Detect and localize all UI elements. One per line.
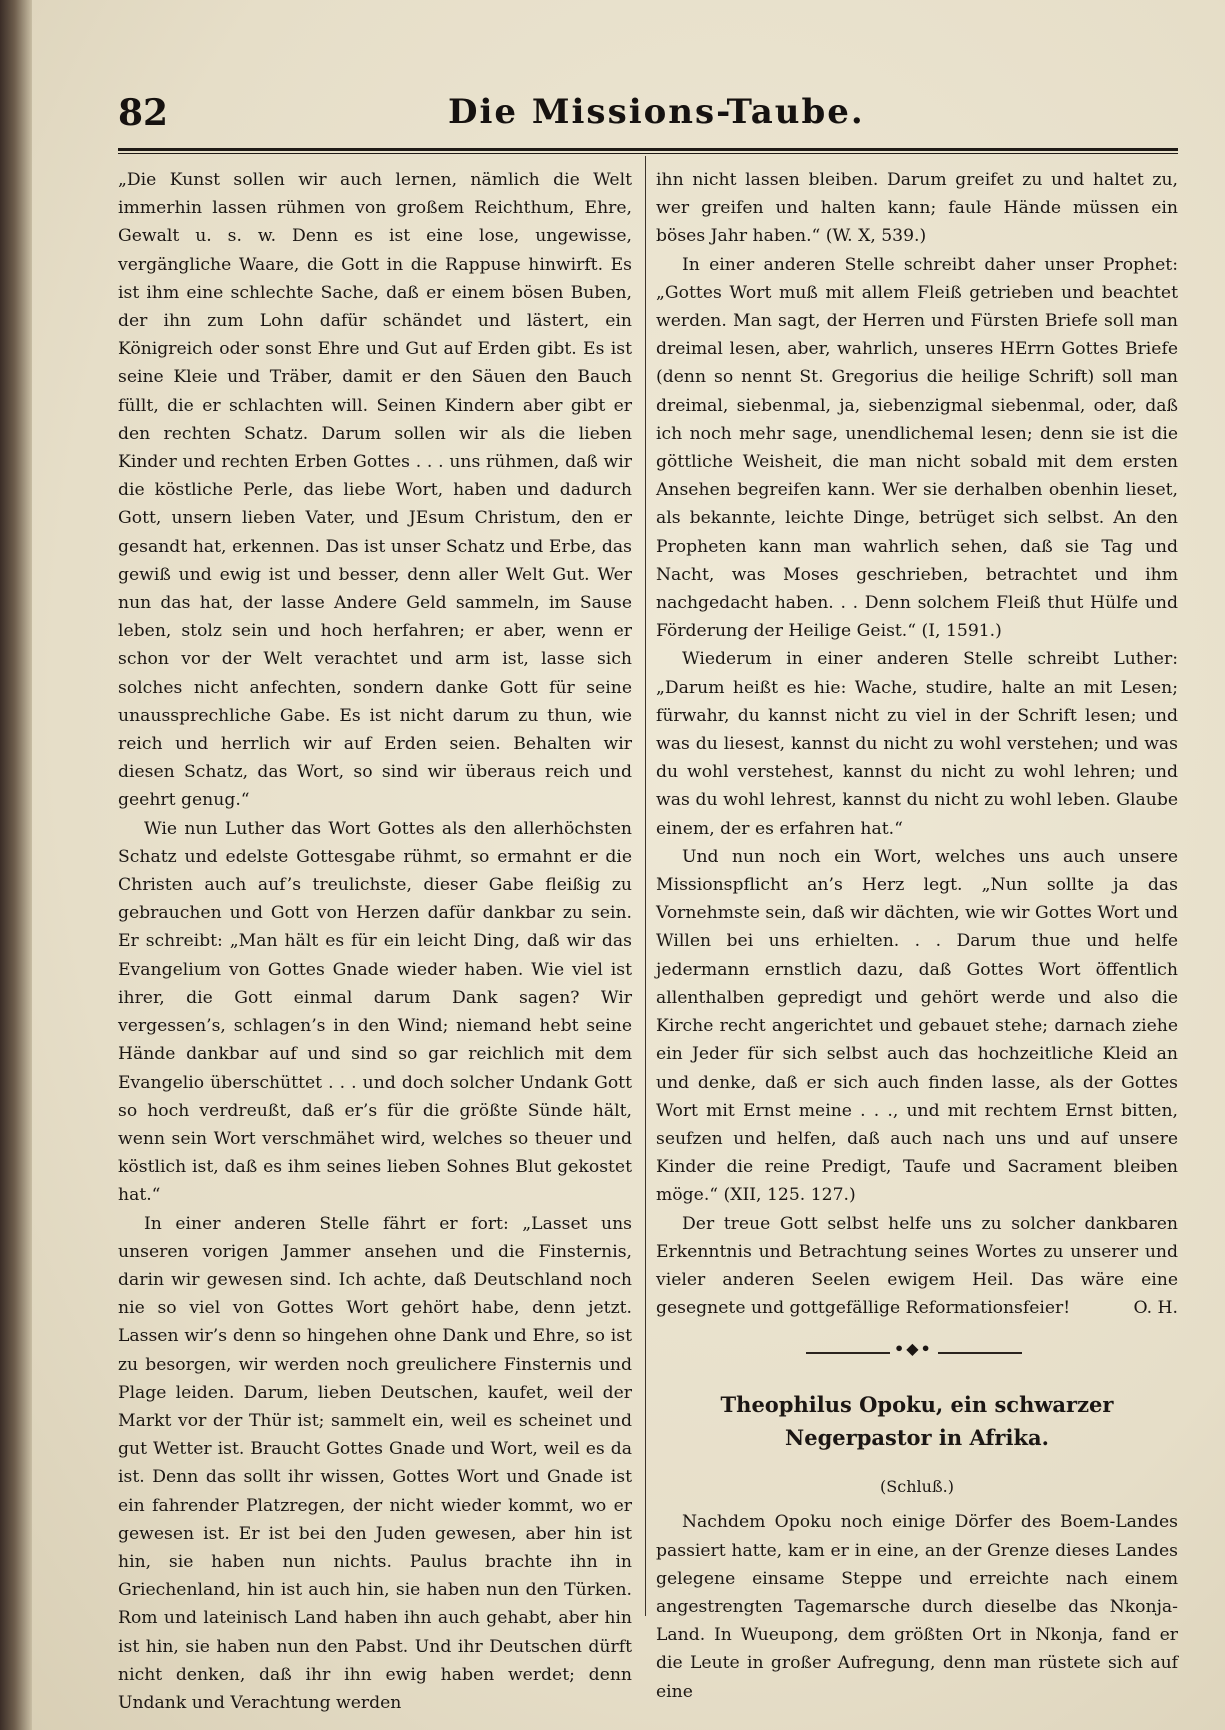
page-header bbox=[118, 92, 1118, 138]
column-divider bbox=[645, 156, 646, 1616]
header-rule bbox=[118, 148, 1178, 151]
paragraph: ihn nicht lassen bleiben. Darum greifet zu und haltet zu, wer greifen und halten kann; faule Hände müssen ein böses Jahr haben.“ (W. X, 539.) bbox=[656, 170, 1178, 247]
paragraph-text: Der treue Gott selbst helfe uns zu solcher dankbaren Erkenntnis und Betrachtung seines Wortes zu unserer und vieler anderen Seelen ewigem Heil. Das wäre eine gesegnete und gottgefällige Reformationsfeier! bbox=[656, 1213, 1178, 1319]
paragraph: Und nun noch ein Wort, welches uns auch unsere Missionspflicht an’s Herz legt. „Nun sollte ja das Vornehmste sein, daß wir dächten, wie wir Gottes Wort und Willen bei uns erhielten. . . Darum thue und helfe jedermann ernstlich dazu, daß Gottes Wort öffentlich allenthalben gepredigt und gehört werde und also die Kirche recht angerichtet und gebauet stehe; darnach ziehe ein Jeder für sich selbst auch das hochzeitliche Kleid an und denke, daß er sich auch finden lasse, als der Gottes Wort mit Ernst meine . . ., und mit rechtem Ernst bitten, seufzen und helfen, daß auch nach uns und auf unsere Kinder die reine Predigt, Taufe und Sacrament bleiben möge.“ (XII, 125. 127.) bbox=[656, 846, 1178, 1206]
header-rule-thin bbox=[118, 153, 1178, 154]
left-column bbox=[118, 166, 632, 1717]
ornament-dots: •◆• bbox=[894, 1339, 933, 1359]
article-subtitle: (Schluß.) bbox=[880, 1477, 954, 1497]
paragraph: Wie nun Luther das Wort Gottes als den allerhöchsten Schatz und edelste Gottesgabe rühmt, so ermahnt er die Christen auch auf’s treulichste, dieser Gabe fleißig zu gebrauchen und Gott von Herzen dafür dankbar zu sein. Er schreibt: „Man hält es für ein leicht Ding, daß wir das Evangelium von Gottes Gnade wieder haben. Wie viel ist ihrer, die Gott einmal darum Dank sagen? Wir vergessen’s, schlagen’s in den Wind; niemand hebt seine Hände dankbar auf und sind so gar reichlich mit dem Evangelio überschüttet . . . und doch solcher Undank Gott so hoch verdreußt, daß er’s für die größte Sünde hält, wenn sein Wort verschmähet wird, welches so theuer und köstlich ist, daß es ihm seines lieben Sohnes Blut gekostet hat.“ bbox=[118, 818, 632, 1206]
paragraph: In einer anderen Stelle schreibt daher unser Prophet: „Gottes Wort muß mit allem Fleiß getrieben und beachtet werden. Man sagt, der Herren und Fürsten Briefe soll man dreimal lesen, aber, wahrlich, unseres HErrn Gottes Briefe (denn so nennt St. Gregorius die heilige Schrift) soll man dreimal, siebenmal, ja, siebenzigmal siebenmal, oder, daß ich noch mehr sage, unendlichemal lesen; denn sie ist die göttliche Weisheit, die man nicht sobald mit dem ersten Ansehen begreifen kann. Wer sie derhalben obenhin lieset, als bekannte, leichte Dinge, betrüget sich selbst. An den Propheten kann man wahrlich sehen, daß sie Tag und Nacht, was Moses geschrieben, betrachtet und ihm nachgedacht haben. . . Denn solchem Fleiß thut Hülfe und Förderung der Heilige Geist.“ (I, 1591.) bbox=[656, 254, 1178, 642]
paragraph: Wiederum in einer anderen Stelle schreibt Luther: „Darum heißt es hie: Wache, studire, halte an mit Lesen; fürwahr, du kannst nicht zu viel in der Schrift lesen; und was du liesest, kannst du nicht zu wohl verstehen; und was du wohl verstehest, kannst du nicht zu wohl lehren; und was du wohl lehrest, kannst du nicht zu wohl leben. Glaube einem, der es erfahren hat.“ bbox=[656, 649, 1178, 839]
article-body: Nachdem Opoku noch einige Dörfer des Boem-Landes passiert hatte, kam er in eine, an der Grenze dieses Landes gelegene einsame Steppe und erreichte nach einem angestrengten Tagemarsche durch dieselbe das Nkonja-Land. In Wueupong, dem größten Ort in Nkonja, fand er die Leute in großer Aufregung, denn man rüstete sich auf eine bbox=[656, 1512, 1178, 1702]
page-number: 82 bbox=[118, 92, 169, 134]
right-column bbox=[656, 166, 1178, 1706]
ornament-bar-left bbox=[806, 1352, 890, 1354]
paragraph: In einer anderen Stelle fährt er fort: „Lasset uns unseren vorigen Jammer ansehen und die Finsternis, darin wir gewesen sind. Ich achte, daß Deutschland noch nie so viel von Gottes Wort gehört habe, denn jetzt. Lassen wir’s denn so hingehen ohne Dank und Ehre, so ist zu besorgen, wir werden noch greulichere Finsternis und Plage leiden. Darum, lieben Deutschen, kaufet, weil der Markt vor der Thür ist; sammelt ein, weil es scheinet und gut Wetter ist. Braucht Gottes Gnade und Wort, weil es da ist. Denn das sollt ihr wissen, Gottes Wort und Gnade ist ein fahrender Platzregen, der nicht wieder kommt, wo er gewesen ist. Er ist bei den Juden gewesen, aber hin ist hin, sie haben nun nichts. Paulus brachte ihn in Griechenland, hin ist auch hin, sie haben nun den Türken. Rom und lateinisch Land haben ihn auch gehabt, aber hin ist hin, sie haben nun den Pabst. Und ihr Deutschen dürft nicht denken, daß ihr ihn ewig haben werdet; denn Undank und Verachtung werden bbox=[118, 1213, 632, 1713]
book-spine-shadow bbox=[0, 0, 32, 1730]
closing-paragraph bbox=[656, 1210, 1178, 1323]
article-title: Theophilus Opoku, ein schwarzer Negerpastor in Afrika. bbox=[720, 1392, 1114, 1451]
paragraph: „Die Kunst sollen wir auch lernen, nämlich die Welt immerhin lassen rühmen von großem Reichthum, Ehre, Gewalt u. s. w. Denn es ist eine lose, ungewisse, vergängliche Waare, die Gott in die Rappuse hinwirft. Es ist ihm eine schlechte Sache, daß er einem bösen Buben, der ihn zum Lohn dafür schändet und lästert, ein Königreich oder sonst Ehre und Gut auf Erden gibt. Es ist seine Kleie und Träber, damit er den Säuen den Bauch füllt, die er schlachten will. Seinen Kindern aber gibt er den rechten Schatz. Darum sollen wir als die lieben Kinder und rechten Erben Gottes . . . uns rühmen, daß wir die köstliche Perle, das liebe Wort, haben und dadurch Gott, unsern lieben Vater, und JEsum Christum, den er gesandt hat, erkennen. Das ist unser Schatz und Erbe, das gewiß und ewig ist und besser, denn aller Welt Gut. Wer nun das hat, der lasse Andere Geld sammeln, im Sause leben, stolz sein und hoch herfahren; er aber, wenn er schon vor der Welt verachtet und arm ist, lasse sich solches nicht anfechten, sondern danke Gott für seine unaussprechliche Gabe. Es ist nicht darum zu thun, wie reich und herrlich wir auf Erden seien. Behalten wir diesen Schatz, das Wort, so sind wir überaus reich und geehrt genug.“ bbox=[118, 170, 632, 811]
ornament-bar-right bbox=[938, 1352, 1022, 1354]
section-ornament bbox=[656, 1339, 1178, 1359]
journal-title: Die Missions-Taube. bbox=[448, 92, 865, 132]
author-signature: O. H. bbox=[1133, 1298, 1178, 1319]
